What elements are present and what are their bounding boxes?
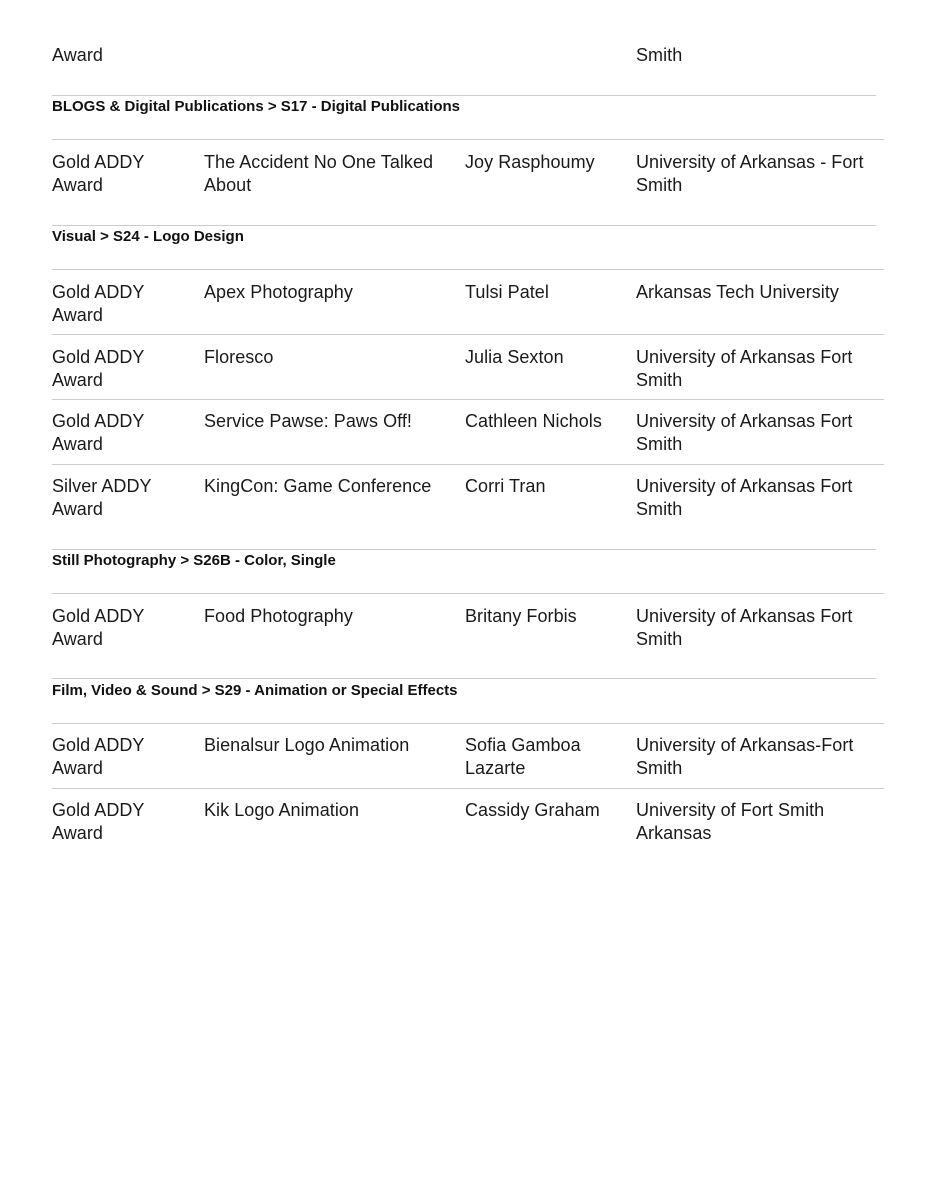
entry-cell: Apex Photography xyxy=(204,282,353,302)
section-divider xyxy=(52,549,876,550)
school-cell: University of Arkansas - Fort Smith xyxy=(636,152,864,195)
entry-cell: Service Pawse: Paws Off! xyxy=(204,411,412,431)
award-cell: Gold ADDY Award xyxy=(52,152,145,195)
table-row xyxy=(52,151,884,197)
section-heading: Film, Video & Sound > S29 - Animation or Special Effects xyxy=(52,682,458,699)
section-divider xyxy=(52,95,876,96)
table-row xyxy=(52,734,884,780)
award-cell: Gold ADDY Award xyxy=(52,735,145,778)
section-divider xyxy=(52,225,876,226)
award-cell: Gold ADDY Award xyxy=(52,800,145,843)
student-cell: Cathleen Nichols xyxy=(465,411,602,431)
school-cell: University of Arkansas Fort Smith xyxy=(636,476,853,519)
row-divider xyxy=(52,788,884,789)
section-heading: Still Photography > S26B - Color, Single xyxy=(52,552,336,569)
row-divider xyxy=(52,139,884,140)
table-row xyxy=(52,605,884,651)
award-cell: Gold ADDY Award xyxy=(52,347,145,390)
entry-cell: The Accident No One Talked About xyxy=(204,152,434,195)
award-cell: Gold ADDY Award xyxy=(52,411,145,454)
row-divider xyxy=(52,593,884,594)
row-divider xyxy=(52,723,884,724)
school-cell: University of Arkansas Fort Smith xyxy=(636,411,853,454)
table-row xyxy=(52,44,884,67)
student-cell: Sofia Gamboa Lazarte xyxy=(465,735,581,778)
entry-cell: Food Photography xyxy=(204,606,353,626)
section-heading: Visual > S24 - Logo Design xyxy=(52,228,244,245)
student-cell: Tulsi Patel xyxy=(465,282,549,302)
table-row xyxy=(52,799,884,845)
school-cell: University of Arkansas-Fort Smith xyxy=(636,735,854,778)
entry-cell: Kik Logo Animation xyxy=(204,800,359,820)
row-divider xyxy=(52,399,884,400)
row-divider xyxy=(52,464,884,465)
entry-cell: Floresco xyxy=(204,347,274,367)
award-cell: Gold ADDY Award xyxy=(52,606,145,649)
student-cell: Corri Tran xyxy=(465,476,546,496)
entry-cell: Bienalsur Logo Animation xyxy=(204,735,410,755)
school-cell: University of Arkansas Fort Smith xyxy=(636,606,853,649)
school-cell: Arkansas Tech University xyxy=(636,282,839,302)
student-cell: Cassidy Graham xyxy=(465,800,600,820)
student-cell: Britany Forbis xyxy=(465,606,577,626)
section-divider xyxy=(52,678,876,679)
row-divider xyxy=(52,334,884,335)
entry-cell: KingCon: Game Conference xyxy=(204,476,432,496)
table-row xyxy=(52,281,884,327)
student-cell xyxy=(465,44,636,67)
school-cell: University of Fort Smith Arkansas xyxy=(636,800,825,843)
table-row xyxy=(52,475,884,521)
award-cell: Award xyxy=(52,45,103,65)
award-cell: Silver ADDY Award xyxy=(52,476,152,519)
award-cell: Gold ADDY Award xyxy=(52,282,145,325)
student-cell: Joy Rasphoumy xyxy=(465,152,595,172)
school-cell: Smith xyxy=(636,45,683,65)
entry-cell xyxy=(204,44,465,67)
student-cell: Julia Sexton xyxy=(465,347,564,367)
school-cell: University of Arkansas Fort Smith xyxy=(636,347,853,390)
table-row xyxy=(52,410,884,456)
table-row xyxy=(52,346,884,392)
section-heading: BLOGS & Digital Publications > S17 - Digital Publications xyxy=(52,98,460,115)
row-divider xyxy=(52,269,884,270)
